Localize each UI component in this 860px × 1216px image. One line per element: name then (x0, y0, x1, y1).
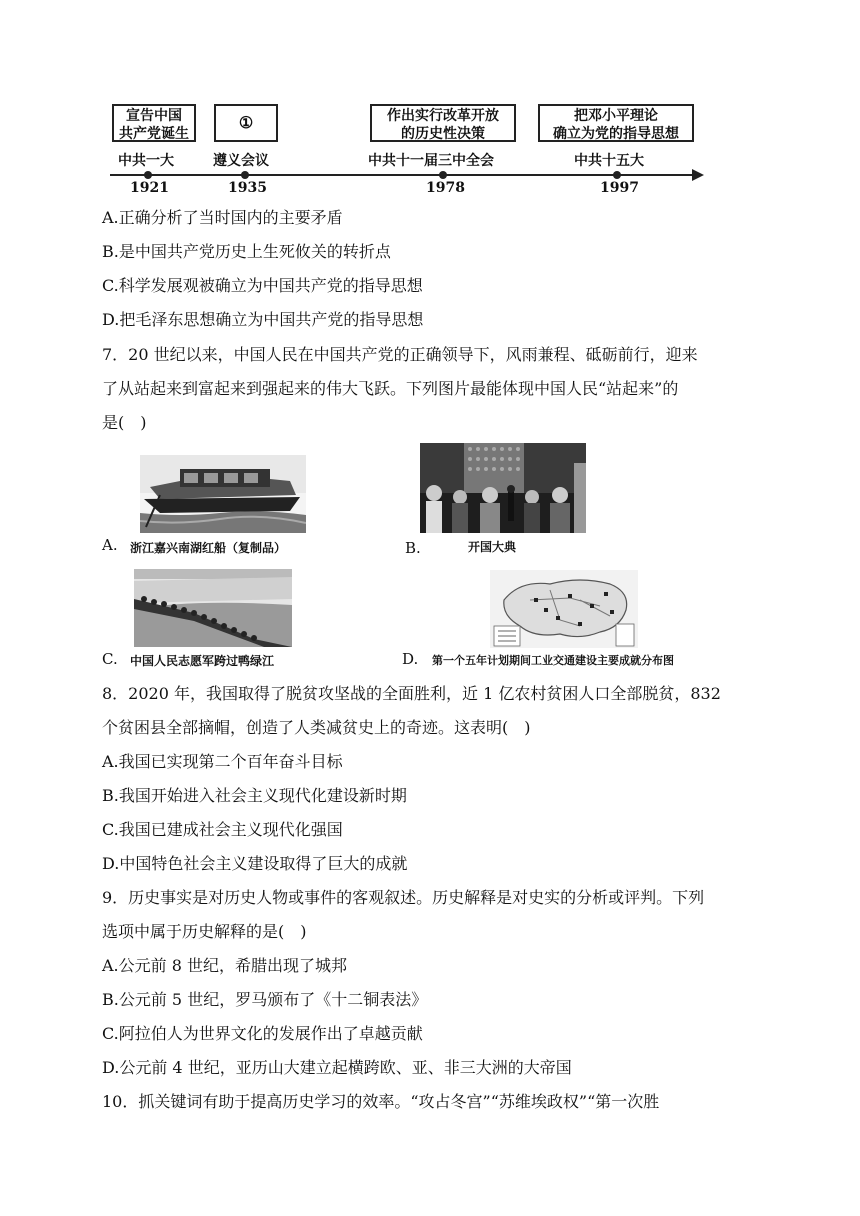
timeline-arrow-icon (692, 169, 704, 181)
q9-option-b[interactable]: B.公元前 5 世纪，罗马颁布了《十二铜表法》 (102, 990, 428, 1009)
timeline-year: 1997 (600, 180, 639, 196)
timeline-dot (144, 171, 152, 179)
q7-stem-line: 了从站起来到富起来到强起来的伟大飞跃。下列图片最能体现中国人民“站起来”的 (102, 379, 679, 398)
timeline-box-text: 确立为党的指导思想 (553, 126, 679, 142)
q9-option-c[interactable]: C.阿拉伯人为世界文化的发展作出了卓越贡献 (102, 1024, 423, 1043)
timeline-box-blank-marker: ① (238, 113, 254, 132)
timeline-label: 遵义会议 (213, 153, 269, 169)
q9-stem-line: 选项中属于历史解释的是( ) (102, 922, 307, 941)
q8-option-a[interactable]: A.我国已实现第二个百年奋斗目标 (102, 752, 343, 771)
timeline-box-text: 把邓小平理论 (574, 108, 658, 124)
yalu-river-crossing-photo[interactable] (134, 569, 292, 647)
q7-stem-line: 7．20 世纪以来，中国人民在中国共产党的正确领导下，风雨兼程、砥砺前行，迎来 (102, 345, 698, 364)
q9-option-d[interactable]: D.公元前 4 世纪，亚历山大建立起横跨欧、亚、非三大洲的大帝国 (102, 1058, 572, 1077)
timeline-box-1921 (112, 104, 196, 142)
q6-option-a[interactable]: A.正确分析了当时国内的主要矛盾 (102, 208, 343, 227)
timeline-box-text: 的历史性决策 (401, 126, 485, 142)
timeline-year: 1935 (228, 180, 267, 196)
timeline-dot (241, 171, 249, 179)
timeline-box-1997 (538, 104, 694, 142)
q6-option-b[interactable]: B.是中国共产党历史上生死攸关的转折点 (102, 242, 391, 261)
timeline-dot (613, 171, 621, 179)
red-boat-photo[interactable] (140, 455, 306, 533)
q9-option-a[interactable]: A.公元前 8 世纪，希腊出现了城邦 (102, 956, 347, 975)
timeline-figure (100, 104, 710, 200)
q7-option-c-caption: 中国人民志愿军跨过鸭绿江 (130, 654, 275, 668)
q8-option-c[interactable]: C.我国已建成社会主义现代化强国 (102, 820, 343, 839)
timeline-dot (439, 171, 447, 179)
q7-option-a-caption: 浙江嘉兴南湖红船（复制品） (130, 541, 287, 555)
timeline-box-text: 共产党诞生 (119, 126, 189, 142)
q7-option-d-caption: 第一个五年计划期间工业交通建设主要成就分布图 (432, 654, 674, 667)
timeline-year: 1921 (130, 180, 169, 196)
timeline-label: 中共十五大 (574, 153, 644, 169)
q8-stem-line: 8．2020 年，我国取得了脱贫攻坚战的全面胜利，近 1 亿农村贫困人口全部脱贫，832 (102, 684, 721, 703)
timeline-box-text: 宣告中国 (126, 108, 182, 124)
timeline-box-text: 作出实行改革开放 (387, 108, 499, 124)
timeline-label: 中共一大 (118, 153, 174, 169)
q10-stem-line: 10．抓关键词有助于提高历史学习的效率。“攻占冬宫”“苏维埃政权”“第一次胜 (102, 1092, 660, 1111)
q8-option-d[interactable]: D.中国特色社会主义建设取得了巨大的成就 (102, 854, 408, 873)
q7-option-a-letter[interactable]: A. (102, 536, 118, 554)
q6-option-c[interactable]: C.科学发展观被确立为中国共产党的指导思想 (102, 276, 423, 295)
q6-option-d[interactable]: D.把毛泽东思想确立为中国共产党的指导思想 (102, 310, 424, 329)
timeline-axis (110, 174, 695, 176)
q8-option-b[interactable]: B.我国开始进入社会主义现代化建设新时期 (102, 786, 407, 805)
q7-option-d-letter[interactable]: D. (402, 650, 419, 668)
timeline-year: 1978 (426, 180, 465, 196)
timeline-box-1978 (370, 104, 516, 142)
founding-ceremony-photo[interactable] (420, 443, 586, 533)
q7-option-b-letter[interactable]: B. (405, 539, 421, 557)
q9-stem-line: 9．历史事实是对历史人物或事件的客观叙述。历史解释是对史实的分析或评判。下列 (102, 888, 705, 907)
q7-option-b-caption: 开国大典 (468, 540, 517, 554)
q7-stem-line: 是( ) (102, 413, 147, 432)
five-year-plan-map[interactable] (490, 570, 638, 648)
q8-stem-line: 个贫困县全部摘帽，创造了人类减贫史上的奇迹。这表明( ) (102, 718, 531, 737)
q7-option-c-letter[interactable]: C. (102, 650, 118, 668)
timeline-label: 中共十一届三中全会 (368, 153, 494, 169)
timeline-box-1935 (214, 104, 278, 142)
